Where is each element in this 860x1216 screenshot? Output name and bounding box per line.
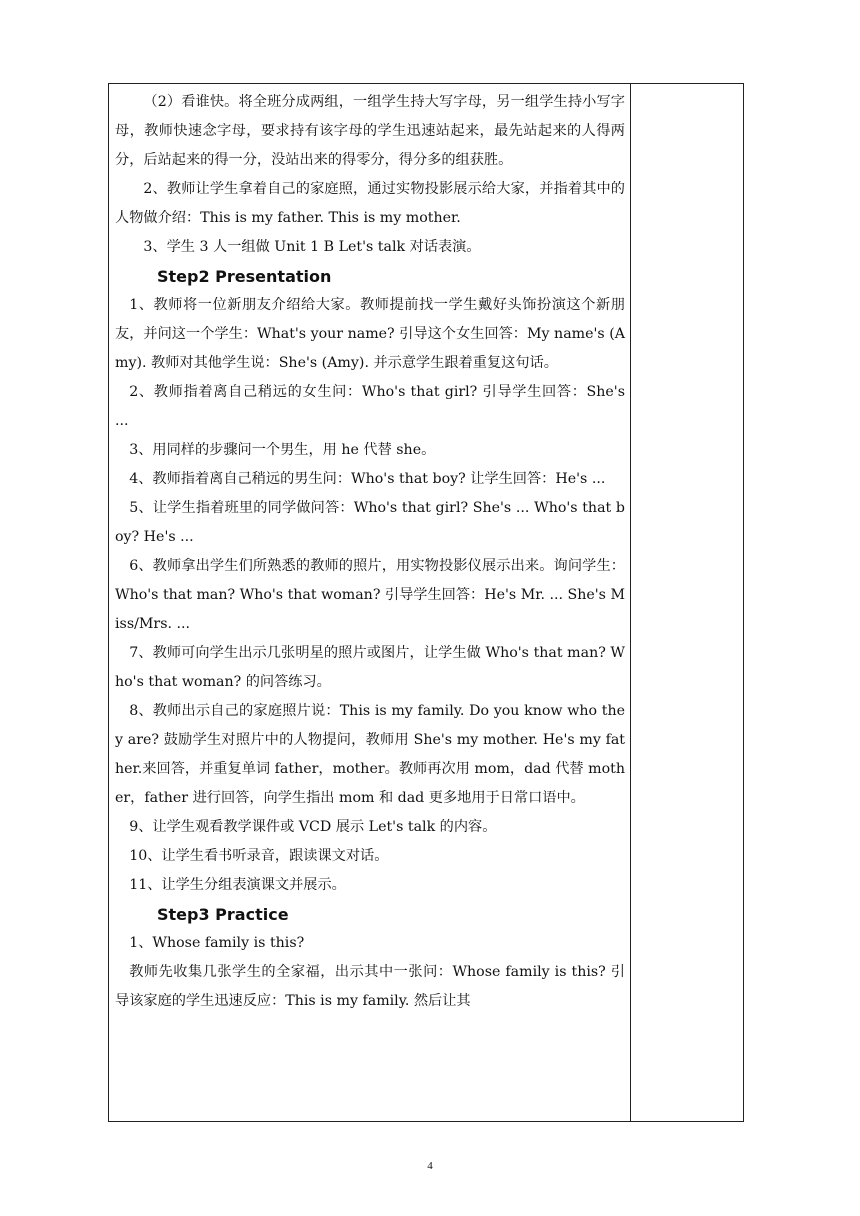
- paragraph: 3、学生 3 人一组做 Unit 1 B Let's talk 对话表演。: [143, 239, 481, 255]
- step3-item: 1、Whose family is this?: [129, 935, 305, 951]
- step2-item: 4、教师指着离自己稍远的男生问：Who's that boy? 让学生回答：He's ...: [129, 471, 606, 487]
- step2-item: 2、教师指着离自己稍远的女生问：Who's that girl? 引导学生回答：She's ...: [115, 384, 625, 429]
- step2-item: 8、教师出示自己的家庭照片说：This is my family. Do you know who they are? 鼓励学生对照片中的人物提问，教师用 She's my mother. He's my father.来回答，并重复单词 father，mother。教师再次用 mom，dad 代替 mother，father 进行回答，向学生指出 mom 和 dad 更多地用于日常口语中。: [115, 703, 625, 806]
- step3-heading: Step3 Practice: [157, 905, 289, 924]
- step2-item: 1、教师将一位新朋友介绍给大家。教师提前找一学生戴好头饰扮演这个新朋友，并问这一个学生：What's your name? 引导这个女生回答：My name's (Amy). 教师对其他学生说：She's (Amy). 并示意学生跟着重复这句话。: [115, 297, 625, 371]
- paragraph: （2）看谁快。将全班分成两组，一组学生持大写字母，另一组学生持小写字母，教师快速念字母，要求持有该字母的学生迅速站起来，最先站起来的人得两分，后站起来的得一分，没站出来的得零分，得分多的组获胜。: [115, 94, 625, 168]
- step3-item: 教师先收集几张学生的全家福，出示其中一张问：Whose family is this? 引导该家庭的学生迅速反应：This is my family. 然后让其: [115, 964, 625, 1009]
- step2-item: 6、教师拿出学生们所熟悉的教师的照片，用实物投影仪展示出来。询问学生：Who's that man? Who's that woman? 引导学生回答：He's Mr. ... She's Miss/Mrs. ...: [115, 558, 625, 632]
- step2-item: 10、让学生看书听录音，跟读课文对话。: [129, 848, 389, 864]
- step2-heading: Step2 Presentation: [157, 267, 332, 286]
- lesson-table: [108, 83, 744, 1122]
- step2-item: 9、让学生观看教学课件或 VCD 展示 Let's talk 的内容。: [129, 819, 497, 835]
- step2-item: 7、教师可向学生出示几张明星的照片或图片，让学生做 Who's that man? Who's that woman? 的问答练习。: [115, 645, 625, 690]
- paragraph: 2、教师让学生拿着自己的家庭照，通过实物投影展示给大家，并指着其中的人物做介绍：This is my father. This is my mother.: [115, 181, 625, 226]
- step2-item: 3、用同样的步骤问一个男生，用 he 代替 she。: [129, 442, 436, 458]
- page-number: 4: [427, 1160, 433, 1172]
- step2-item: 5、让学生指着班里的同学做问答：Who's that girl? She's ... Who's that boy? He's ...: [115, 500, 625, 545]
- step2-item: 11、让学生分组表演课文并展示。: [129, 877, 346, 893]
- column-divider: [630, 84, 631, 1121]
- procedure-cell: [115, 88, 625, 1016]
